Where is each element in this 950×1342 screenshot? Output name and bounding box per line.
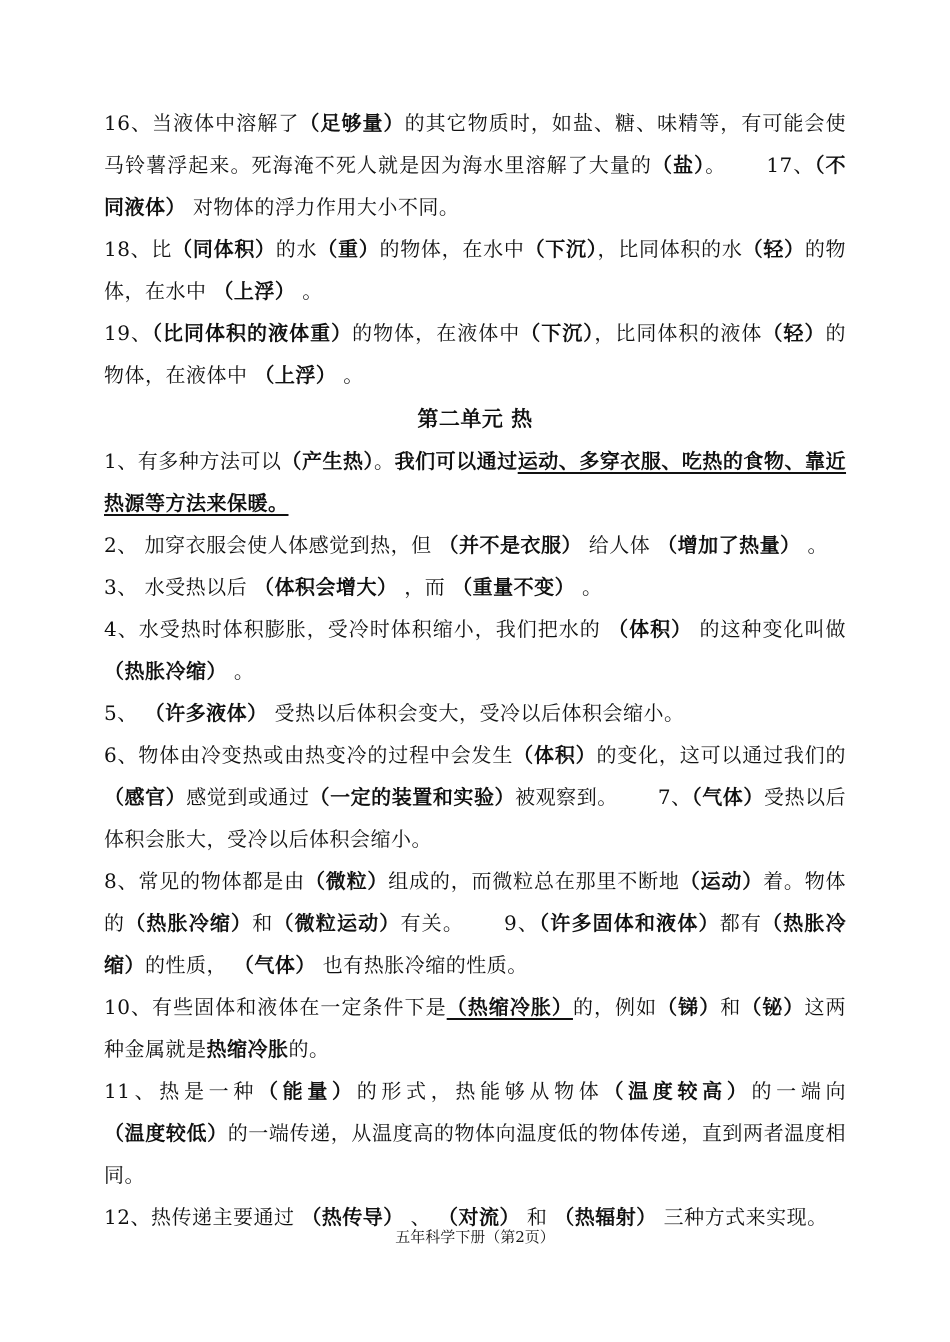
body-text: 这两种金属就是: [104, 995, 847, 1061]
answer-text: 我们可以通过: [394, 449, 518, 473]
body-text: 17、: [766, 153, 815, 177]
answer-text: （对流）: [438, 1205, 521, 1229]
answer-text: （温度较低）: [104, 1121, 228, 1145]
paragraph-p19: [104, 312, 846, 396]
paragraph-q10: [104, 986, 846, 1070]
body-text: 的物体，在液体中: [104, 321, 846, 387]
paragraph-q3: [104, 566, 846, 608]
answer-text: （并不是衣服）: [438, 533, 582, 557]
body-text: 的变化，这可以通过我们的: [596, 743, 847, 767]
answer-text: （上浮）: [254, 363, 337, 387]
body-text: 9、: [504, 911, 540, 935]
answer-text: （气体）: [691, 785, 764, 809]
body-text: 受热以后体积会胀大，受冷以后体积会缩小。: [104, 785, 847, 851]
body-text: 的物体，在水中: [104, 237, 847, 303]
body-text: 被观察到。: [515, 785, 618, 809]
answer-text: （同体积）: [172, 237, 276, 261]
body-text: 5、: [104, 701, 145, 725]
body-text: 的一端传递，从温度高的物体向温度低的物体传递，直到两者温度相同。: [104, 1121, 847, 1187]
answer-text: （热胀冷缩）: [104, 659, 227, 683]
body-text: 着。物体的: [104, 869, 847, 935]
body-text: 7、: [657, 785, 692, 809]
answer-text: （体积）: [608, 617, 693, 641]
answer-text: 运动、多穿衣服、吃热的食物、靠近热源等方法来保暖。: [104, 449, 847, 515]
body-text: 10、有些固体和液体在一定条件下是: [104, 995, 447, 1019]
body-text: 16、当液体中溶解了: [104, 111, 300, 135]
page-footer: 五年科学下册（第2页）: [395, 1228, 555, 1246]
answer-text: （轻）: [762, 321, 826, 345]
body-text: 都有: [719, 911, 763, 935]
body-text: 的其它物质时，如盐、糖、味精等，有可能会使马铃薯浮起来。死海淹不死人就是因为海水里溶解了大量的: [104, 111, 847, 177]
section-title: [104, 398, 846, 440]
answer-text: （热胀冷缩）: [104, 911, 847, 977]
answer-text: （温度较高）: [603, 1079, 752, 1103]
paragraph-p18: [104, 228, 846, 312]
answer-text: （一定的装置和实验）: [309, 785, 516, 809]
paragraph-q11: [104, 1070, 846, 1196]
body-text: ，比同体积的水: [597, 237, 743, 261]
body-text: 也有热胀冷缩的性质。: [315, 953, 528, 977]
answer-text: （上浮）: [213, 279, 296, 303]
body-text: 和: [720, 995, 742, 1019]
body-text: 6、物体由冷变热或由热变冷的过程中会发生: [104, 743, 514, 767]
answer-text: （热辐射）: [554, 1205, 657, 1229]
body-text: 的物体，在液体中: [352, 321, 521, 345]
body-text: 的这种变化叫做: [692, 617, 847, 641]
body-text: 的水: [275, 237, 318, 261]
body-text: 对物体的浮力作用大小不同。: [186, 195, 460, 219]
body-text: 的一端向: [751, 1079, 847, 1103]
answer-text: （产生热）: [281, 449, 375, 473]
body-text: 11、热是一种: [104, 1079, 258, 1103]
body-text: 19、: [104, 321, 152, 345]
answer-text: （热胀冷缩）: [125, 911, 253, 935]
document-body: [104, 102, 846, 1238]
body-text: 。: [374, 449, 395, 473]
body-text: 的性质，: [145, 953, 234, 977]
body-text: 2、 加穿衣服会使人体感觉到热，但: [104, 533, 439, 557]
answer-text: （许多液体）: [144, 701, 268, 725]
body-text: ，而: [397, 575, 453, 599]
paragraph-q2: [104, 524, 846, 566]
body-text: 和: [252, 911, 274, 935]
answer-text: （运动）: [679, 869, 764, 893]
body-text: ，比同体积的液体: [594, 321, 763, 345]
answer-text: （热传导）: [301, 1205, 404, 1229]
body-text: 的物体，在水中: [379, 237, 525, 261]
answer-text: （气体）: [233, 953, 316, 977]
body-text: 。: [800, 533, 829, 557]
answer-text: （感官）: [104, 785, 187, 809]
answer-text: （热缩冷胀）: [446, 995, 573, 1019]
body-text: 受热以后体积会变大，受冷以后体积会缩小。: [267, 701, 685, 725]
body-text: 。: [295, 279, 323, 303]
body-text: 的。: [288, 1037, 330, 1061]
body-text: 。: [336, 363, 364, 387]
answer-text: （许多固体和液体）: [539, 911, 720, 935]
paragraph-q5: [104, 692, 846, 734]
paragraph-q6: [104, 734, 846, 860]
body-text: 有关。: [400, 911, 465, 935]
body-text: 8、常见的物体都是由: [104, 869, 305, 893]
answer-text: （比同体积的液体重）: [151, 321, 353, 345]
answer-text: （体积）: [513, 743, 597, 767]
answer-text: （下沉）: [524, 237, 598, 261]
body-text: 1、有多种方法可以: [104, 449, 282, 473]
body-text: 。: [227, 659, 255, 683]
body-text: 。: [575, 575, 603, 599]
body-text: 4、水受热时体积膨胀，受冷时体积缩小，我们把水的: [104, 617, 609, 641]
answer-text: （微粒运动）: [273, 911, 401, 935]
answer-text: （不同液体）: [104, 153, 847, 219]
answer-text: 热缩冷胀: [206, 1037, 289, 1061]
answer-text: （体积会增大）: [253, 575, 398, 599]
answer-text: （足够量）: [299, 111, 405, 135]
paragraph-q8: [104, 860, 846, 986]
paragraph-q1: [104, 440, 846, 524]
body-text: 的，例如: [572, 995, 658, 1019]
body-text: 组成的，而微粒总在那里不断地: [388, 869, 680, 893]
answer-text: （微粒）: [304, 869, 389, 893]
paragraph-q4: [104, 608, 846, 692]
paragraph-p16: [104, 102, 846, 228]
answer-text: （重量不变）: [452, 575, 576, 599]
body-text: 12、热传递主要通过: [104, 1205, 302, 1229]
body-text: 、: [403, 1205, 439, 1229]
answer-text: （盐）: [652, 153, 706, 177]
body-text: 感觉到或通过: [186, 785, 310, 809]
answer-text: （铋）: [741, 995, 805, 1019]
answer-text: （能量）: [258, 1079, 357, 1103]
body-text: 3、 水受热以后: [104, 575, 254, 599]
answer-text: （锑）: [657, 995, 721, 1019]
body-text: 三种方式来实现。: [656, 1205, 828, 1229]
answer-text: （增加了热量）: [657, 533, 801, 557]
body-text: 。: [705, 153, 727, 177]
body-text: 的形式，热能够从物体: [356, 1079, 604, 1103]
answer-text: （下沉）: [520, 321, 595, 345]
body-text: 18、比: [104, 237, 173, 261]
body-text: 和: [520, 1205, 555, 1229]
body-text: 第二单元 热: [417, 406, 533, 431]
answer-text: （重）: [317, 237, 380, 261]
answer-text: （轻）: [742, 237, 805, 261]
body-text: 给人体: [581, 533, 658, 557]
